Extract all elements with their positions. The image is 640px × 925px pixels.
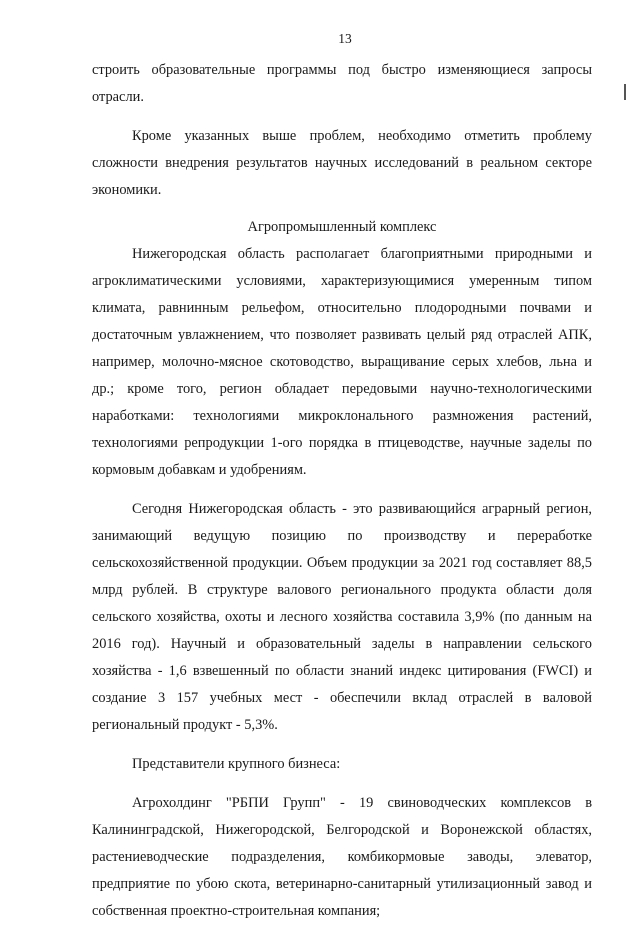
page-number: 13 xyxy=(338,31,352,46)
paragraph-business-intro: Представители крупного бизнеса: xyxy=(132,756,341,772)
section-heading: Агропромышленный комплекс xyxy=(247,219,437,235)
paragraph-agrarian-region: Сегодня Нижегородская область - это развивающийся аграрный регион, занимающий ведущую позицию по производству и переработке сельскохозяйственной продукции. Объем продукции за 2021 год составляет 88,5 млрд рублей. В структуре валового регионального продукта области доля сельского хозяйства, охоты и лесного хозяйства составила 3,9% (по данным на 2016 год). Научный и образовательный заделы в направлении сельского хозяйства - 1,6 взвешенный по области знаний индекс цитирования (FWCI) и создание 3 157 учебных мест - обеспечили вклад отраслей в валовой региональный продукт - 5,3%. xyxy=(92,501,592,733)
paragraph-rbpi-group: Агрохолдинг "РБПИ Групп" - 19 свиноводческих комплексов в Калининградской, Нижегородской, Белгородской и Воронежской областях, растениеводческие подразделения, комбикормовые заводы, элеватор, предприятие по убою скота, ветеринарно-санитарный утилизационный завод и собственная проектно-строительная компания; xyxy=(92,795,592,919)
paragraph-climate: Нижегородская область располагает благоприятными природными и агроклиматическими условиями, характеризующимися умеренным типом климата, равнинным рельефом, относительно плодородными почвами и достаточным увлажнением, что позволяет развивать целый ряд отраслей АПК, например, молочно-мясное скотоводство, выращивание серых хлебов, льна и др.; кроме того, регион обладает передовыми научно-технологическими наработками: технологиями микроклонального размножения растений, технологиями репродукции 1-ого порядка в птицеводстве, научные заделы по кормовым добавкам и удобрениям. xyxy=(92,246,592,478)
document-body xyxy=(92,57,592,925)
paragraph-continuation: строить образовательные программы под быстро изменяющиеся запросы отрасли. xyxy=(92,62,592,105)
scan-margin-mark xyxy=(624,84,626,100)
paragraph-problems: Кроме указанных выше проблем, необходимо отметить проблему сложности внедрения результатов научных исследований в реальном секторе экономики. xyxy=(92,128,592,198)
